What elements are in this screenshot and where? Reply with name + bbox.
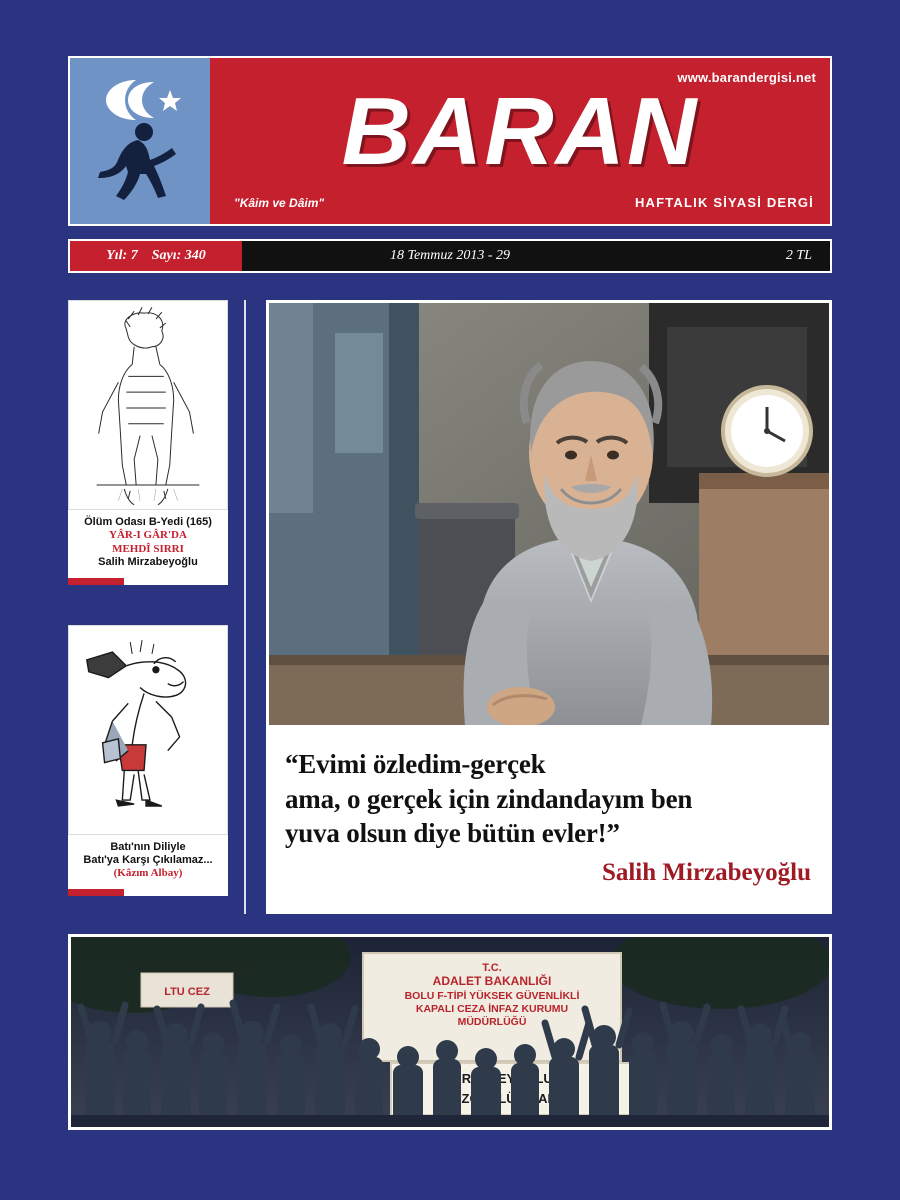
website-url[interactable]: www.barandergisi.net <box>677 70 816 85</box>
svg-text:BOLU F-TİPİ YÜKSEK GÜVENLİKLİ: BOLU F-TİPİ YÜKSEK GÜVENLİKLİ <box>404 990 580 1002</box>
price-label: 2 TL <box>785 248 812 263</box>
caption-line-1: Ölüm Odası B-Yedi (165) <box>84 516 212 528</box>
masthead <box>68 56 832 226</box>
svg-text:MÜDÜRLÜĞÜ: MÜDÜRLÜĞÜ <box>457 1016 527 1028</box>
caption-line-2: YÂR-I GÂR'DA <box>109 529 187 542</box>
silhouette-figure-icon <box>88 120 196 208</box>
issue-label: Sayı: 340 <box>151 248 206 263</box>
sidebar-item-batinin-diliyle[interactable] <box>68 625 228 896</box>
column-divider <box>244 300 246 914</box>
divider-rule <box>68 889 228 896</box>
headline-byline: Salih Mirzabeyoğlu <box>601 858 811 886</box>
sidebar-item-caption <box>68 510 228 578</box>
issue-date: 18 Temmuz 2013 - 29 <box>389 248 511 263</box>
bottom-photo <box>68 934 832 1130</box>
svg-text:LTU CEZ: LTU CEZ <box>164 986 210 998</box>
svg-text:KAPALI CEZA İNFAZ KURUMU: KAPALI CEZA İNFAZ KURUMU <box>415 1003 569 1015</box>
headline-block <box>266 728 832 914</box>
year-label: Yıl: 7 <box>106 248 138 263</box>
prisoner-line-drawing-image <box>68 300 228 510</box>
crescent-star-flag-icon <box>92 76 192 124</box>
headline-line-1: “Evimi özledim-gerçek <box>285 749 546 779</box>
divider-rule <box>68 578 228 585</box>
political-caricature-image <box>68 625 228 835</box>
headline-line-2: ama, o gerçek için zindandayım ben <box>285 783 693 814</box>
svg-text:T.C.: T.C. <box>482 962 502 974</box>
slogan: "Kâim ve Dâim" <box>234 196 325 210</box>
caption-line-3: (Kâzım Albay) <box>113 867 183 880</box>
caption-line-3: MEHDÎ SIRRI <box>112 542 184 555</box>
logo-box <box>70 58 210 224</box>
sidebar <box>68 300 228 896</box>
headline-line-3: yuva olsun diye bütün evler!” <box>285 818 620 849</box>
caption-line-2: Batı'ya Karşı Çıkılamaz... <box>83 854 213 867</box>
main-photo <box>266 300 832 728</box>
sidebar-item-olum-odasi[interactable] <box>68 300 228 585</box>
sidebar-item-caption <box>68 835 228 889</box>
subtitle: HAFTALIK SİYASİ DERGİ <box>634 195 814 210</box>
sidebar-spacer <box>68 585 228 625</box>
svg-text:ADALET BAKANLIĞI: ADALET BAKANLIĞI <box>432 974 552 988</box>
title-box <box>210 58 830 224</box>
caption-line-1: Batı'nın Diliyle <box>110 840 186 853</box>
caption-line-4: Salih Mirzabeyoğlu <box>98 556 198 569</box>
year-issue-block <box>70 241 242 271</box>
page-title: BARAN <box>341 78 699 185</box>
info-bar <box>68 239 832 273</box>
